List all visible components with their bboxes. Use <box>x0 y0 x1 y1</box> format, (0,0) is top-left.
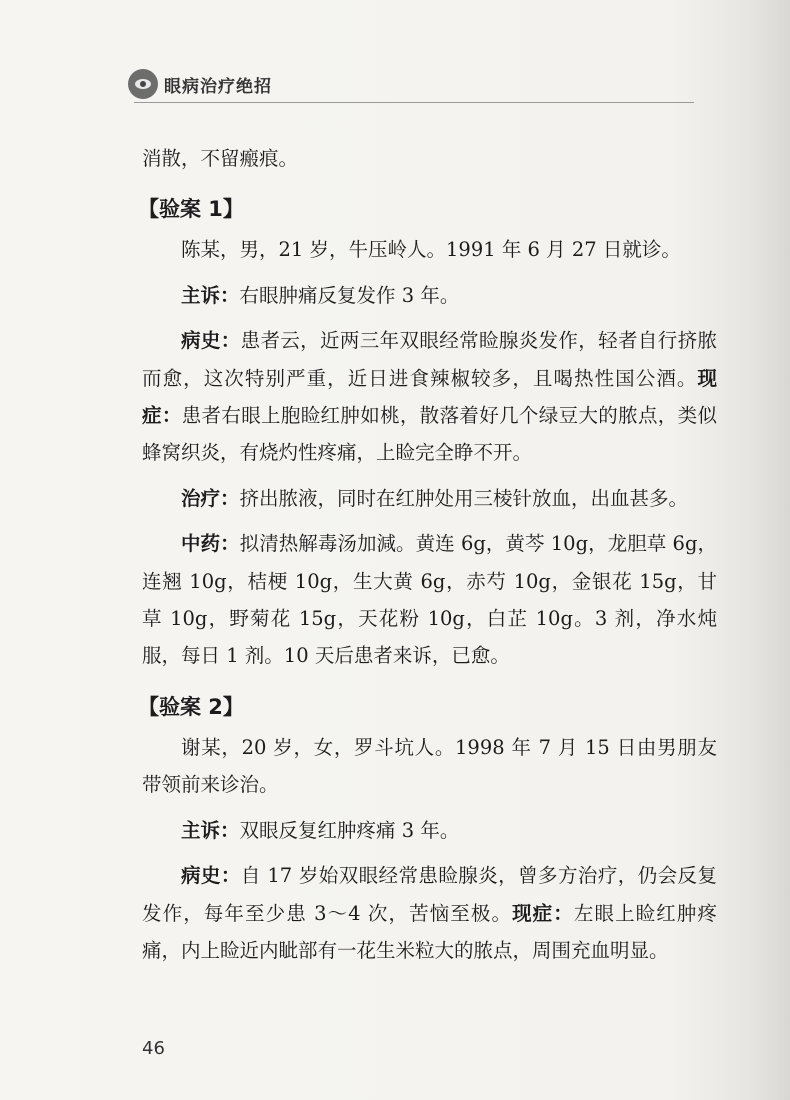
eye-icon <box>128 69 158 99</box>
case-2-history <box>142 857 717 969</box>
history-text: 自 17 岁始双眼经常患睑腺炎，曾多方治疗，仍会反复发作，每年至少患 3～4 次，苦恼至极。 <box>142 864 717 925</box>
complaint-text: 双眼反复红肿疼痛 3 年。 <box>239 818 460 842</box>
case-1-treatment <box>142 480 717 517</box>
complaint-label: 主诉： <box>181 818 240 842</box>
present-label: 现症： <box>142 366 717 428</box>
page-number: 46 <box>142 1038 165 1059</box>
medicine-text: 拟清热解毒汤加減。黄连 6g，黄芩 10g，龙胆草 6g，连翘 10g，桔梗 10g，生大黄 6g，赤芍 10g，金银花 15g，甘草 10g，野菊花 15g，天花粉 10g，白芷 10g。3 剂，净水炖服，每日 1 剂。10 天后患者来诉，已愈。 <box>142 532 717 668</box>
complaint-text: 右眼肿痛反复发作 3 年。 <box>239 283 460 307</box>
history-label: 病史： <box>181 864 241 888</box>
header-rule <box>134 102 694 103</box>
book-title: 眼病治疗绝招 <box>164 76 272 97</box>
treatment-label: 治疗： <box>181 486 240 510</box>
present-text: 左眼上睑红肿疼痛，内上睑近内眦部有一花生米粒大的脓点，周围充血明显。 <box>142 901 717 962</box>
intro-text: 消散，不留瘢痕。 <box>142 147 299 170</box>
running-header <box>128 64 688 104</box>
history-text: 患者云，近两三年双眼经常睑腺炎发作，轻者自行挤脓而愈，这次特别严重，近日进食辣椒较多，且喝热性国公酒。 <box>142 329 717 390</box>
present-label: 现症： <box>512 901 574 925</box>
case-2-patient: 谢某，20 岁，女，罗斗坑人。1998 年 7 月 15 日由男朋友带领前来诊治。 <box>142 735 717 797</box>
history-label: 病史： <box>181 329 241 353</box>
case-2-title: 【验案 2】 <box>138 694 244 719</box>
present-text: 患者右眼上胞睑红肿如桃，散落着好几个绿豆大的脓点，类似蜂窝织炎，有烧灼性疼痛，上睑完全睁不开。 <box>142 404 717 465</box>
case-1-complaint <box>142 277 717 314</box>
treatment-text: 挤出脓液，同时在红肿处用三棱针放血，出血甚多。 <box>239 486 689 510</box>
case-1-history <box>142 322 717 472</box>
case-1-medicine <box>142 525 717 675</box>
page-body <box>138 140 717 969</box>
complaint-label: 主诉： <box>181 283 240 307</box>
case-2-complaint <box>142 812 717 849</box>
medicine-label: 中药： <box>181 532 240 556</box>
case-1-title: 【验案 1】 <box>138 197 244 222</box>
case-1-patient: 陈某，男，21 岁，牛压岭人。1991 年 6 月 27 日就诊。 <box>181 238 681 262</box>
